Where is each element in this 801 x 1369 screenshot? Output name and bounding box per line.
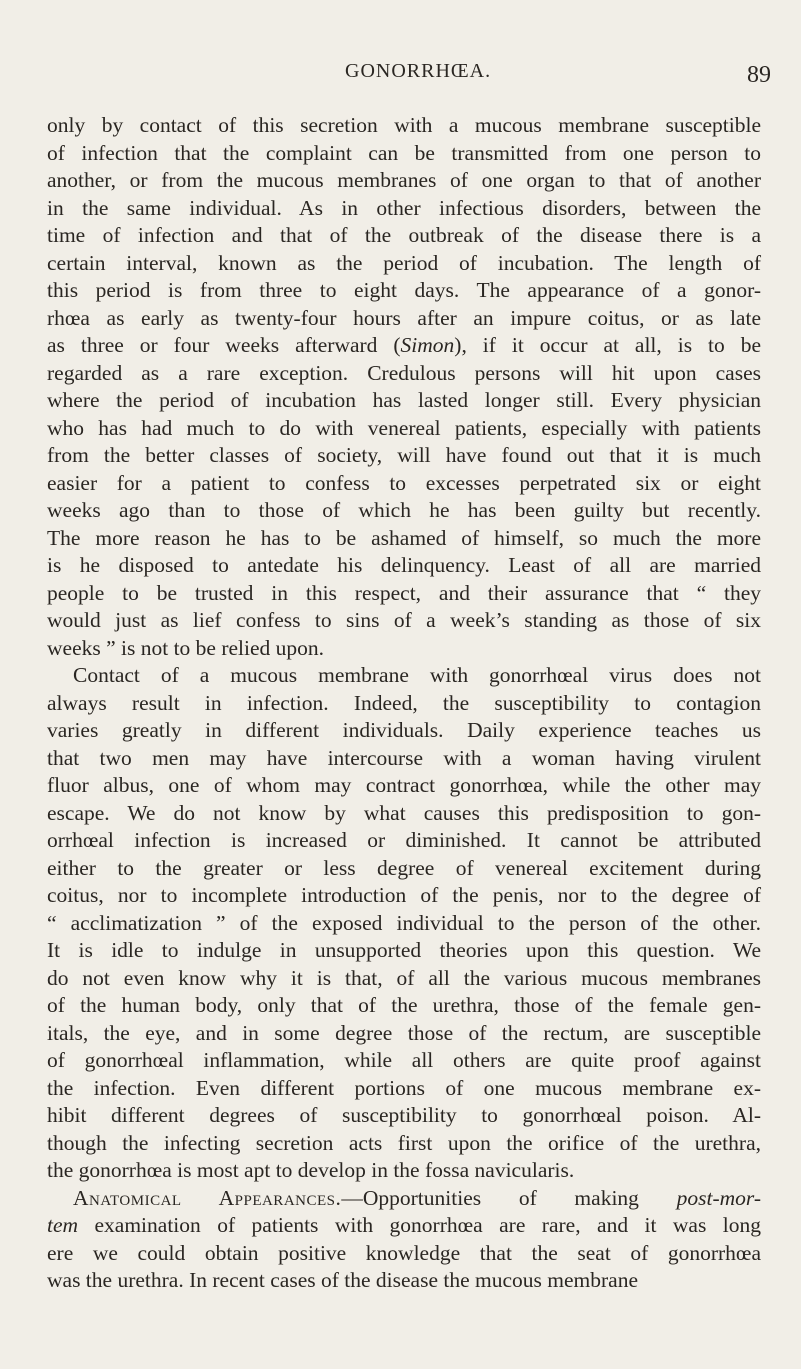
running-head: GONORRHŒA. (345, 60, 492, 82)
line-text: Contact of a mucous membrane with gonorrhœal virus does not (73, 663, 761, 687)
line-text: fluor albus, one of whom may contract gonorrhœa, while the other may (47, 773, 761, 797)
text-line (47, 992, 761, 1020)
line-text: always result in infection. Indeed, the susceptibility to contagion (47, 690, 761, 715)
text-line (47, 1047, 761, 1075)
text-line (47, 1075, 761, 1103)
text-line (47, 1157, 761, 1185)
line-text: of gonorrhœal inflammation, while all others are quite proof against (47, 1048, 761, 1072)
line-text: coitus, nor to incomplete introduction of the penis, nor to the degree of (47, 883, 761, 907)
line-text: of the human body, only that of the urethra, those of the female gen- (47, 993, 761, 1017)
text-line (47, 1102, 761, 1130)
line-text: varies greatly in different individuals. Daily experience teaches us (47, 718, 761, 742)
line-text: easier for a patient to confess to excesses perpetrated six or eight (47, 470, 761, 495)
text-line (47, 497, 761, 525)
line-text: —Opportunities of making (341, 1185, 677, 1210)
text-line (47, 332, 761, 360)
line-text: weeks ago than to those of which he has been guilty but recently. (47, 498, 761, 522)
line-text: escape. We do not know by what causes this predisposition to gon- (47, 800, 761, 825)
line-text: ere we could obtain positive knowledge that the seat of gonorrhœa (47, 1240, 761, 1265)
line-text: of infection that the complaint can be transmitted from one person to (47, 140, 761, 165)
line-text: examination of patients with gonorrhœa are rare, and it was long (78, 1213, 761, 1237)
line-text: people to be trusted in this respect, and their assurance that “ they (47, 580, 761, 605)
line-text: rhœa as early as twenty-four hours after an impure coitus, or as late (47, 305, 761, 330)
text-line (47, 662, 761, 690)
italic-text: tem (47, 1213, 79, 1237)
text-line (47, 910, 761, 938)
text-line (47, 415, 761, 443)
page-header (0, 60, 801, 90)
line-text: hibit different degrees of susceptibility to gonorrhœal poison. Al- (47, 1103, 761, 1127)
text-line (47, 827, 761, 855)
line-text: is he disposed to antedate his delinquency. Least of all are married (47, 553, 761, 577)
line-text: who has had much to do with venereal patients, especially with patients (47, 415, 761, 440)
line-text: certain interval, known as the period of incubation. The length of (47, 250, 761, 275)
text-line (47, 277, 761, 305)
text-line (47, 800, 761, 828)
text-line (47, 387, 761, 415)
text-line (47, 745, 761, 773)
text-line (47, 1130, 761, 1158)
text-line (47, 1212, 761, 1240)
line-text: though the infecting secretion acts first upon the orifice of the urethra, (47, 1130, 761, 1155)
text-line (47, 580, 761, 608)
line-text: as three or four weeks afterward ( (47, 333, 401, 357)
line-text: time of infection and that of the outbreak of the disease there is a (47, 223, 761, 247)
text-line (47, 607, 761, 635)
text-line (47, 1185, 761, 1213)
text-line (47, 140, 761, 168)
line-text: in the same individual. As in other infectious disorders, between the (47, 195, 761, 220)
text-line (47, 360, 761, 388)
line-text: this period is from three to eight days. The appearance of a gonor- (47, 278, 761, 302)
text-line (47, 1020, 761, 1048)
text-line (47, 195, 761, 223)
line-text: where the period of incubation has lasted longer still. Every physician (47, 388, 761, 412)
text-line (47, 167, 761, 195)
text-line (47, 552, 761, 580)
text-line (47, 250, 761, 278)
text-line (47, 855, 761, 883)
text-line (47, 1240, 761, 1268)
line-text: that two men may have intercourse with a woman having virulent (47, 745, 761, 770)
page-number: 89 (747, 62, 771, 88)
line-text: weeks ” is not to be relied upon. (47, 635, 325, 660)
line-text: another, or from the mucous membranes of one organ to that of another (47, 168, 761, 192)
text-line (47, 882, 761, 910)
line-text: the infection. Even different portions of one mucous membrane ex- (47, 1075, 761, 1100)
line-text: from the better classes of society, will have found out that it is much (47, 443, 761, 467)
line-text: The more reason he has to be ashamed of himself, so much the more (47, 525, 761, 550)
text-line (47, 717, 761, 745)
text-line (47, 965, 761, 993)
italic-text: Simon (400, 333, 455, 357)
line-text: orrhœal infection is increased or diminished. It cannot be attributed (47, 828, 761, 852)
line-text: regarded as a rare exception. Credulous persons will hit upon cases (47, 360, 761, 385)
text-line (47, 937, 761, 965)
line-text: ), if it occur at all, is to be (454, 333, 761, 357)
text-line (47, 442, 761, 470)
text-line (47, 690, 761, 718)
italic-text: post-mor- (676, 1185, 761, 1210)
text-line (47, 772, 761, 800)
line-text: only by contact of this secretion with a mucous membrane susceptible (47, 113, 761, 137)
section-heading: Anatomical Appearances. (73, 1185, 342, 1210)
text-line (47, 635, 761, 663)
line-text: either to the greater or less degree of venereal excitement during (47, 855, 761, 880)
text-line (47, 525, 761, 553)
text-line (47, 305, 761, 333)
text-line (47, 112, 761, 140)
line-text: It is idle to indulge in unsupported theories upon this question. We (47, 938, 761, 962)
text-line (47, 1267, 761, 1295)
body-text (47, 112, 761, 1295)
text-line (47, 470, 761, 498)
line-text: “ acclimatization ” of the exposed individual to the person of the other. (47, 910, 761, 935)
line-text: do not even know why it is that, of all the various mucous membranes (47, 965, 761, 990)
line-text: would just as lief confess to sins of a week’s standing as those of six (47, 608, 761, 632)
line-text: itals, the eye, and in some degree those of the rectum, are susceptible (47, 1020, 761, 1045)
text-line (47, 222, 761, 250)
line-text: was the urethra. In recent cases of the disease the mucous membrane (47, 1268, 639, 1292)
line-text: the gonorrhœa is most apt to develop in the fossa navicularis. (47, 1158, 575, 1182)
